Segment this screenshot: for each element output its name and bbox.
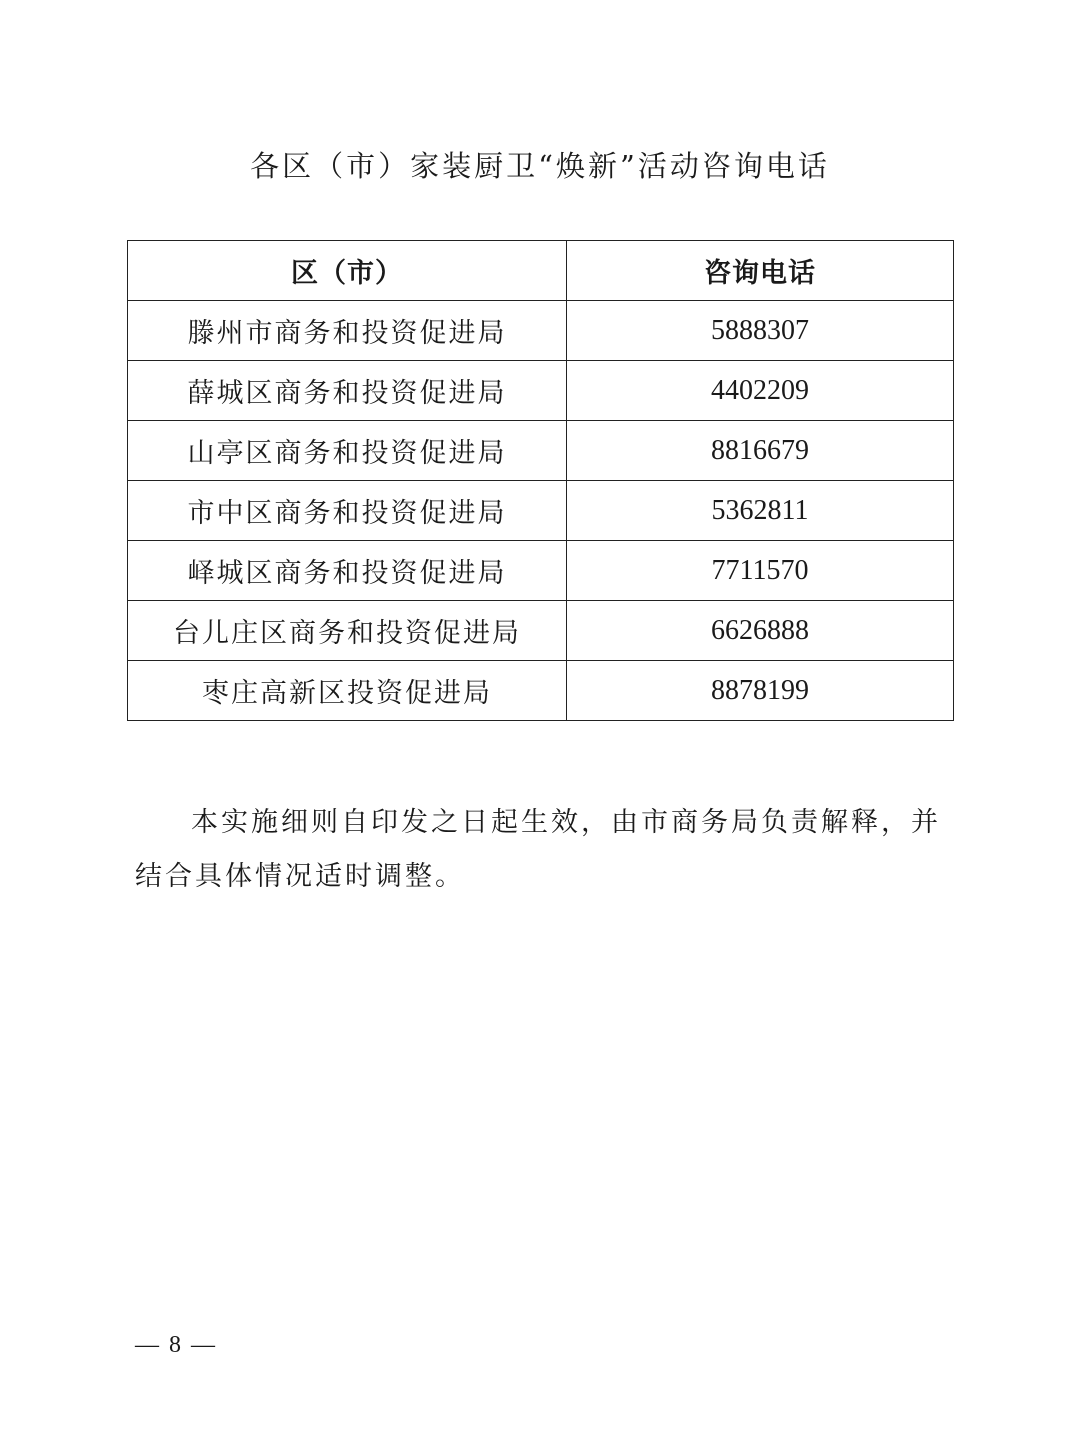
body-paragraph: 本实施细则自印发之日起生效，由市商务局负责解释，并结合具体情况适时调整。 <box>135 807 941 892</box>
table-row <box>128 601 954 661</box>
district-cell: 山亭区商务和投资促进局 <box>128 421 567 481</box>
page-title: 各区（市）家装厨卫“焕新”活动咨询电话 <box>250 149 830 183</box>
district-cell: 台儿庄区商务和投资促进局 <box>128 601 567 661</box>
table-row <box>128 361 954 421</box>
table-row <box>128 301 954 361</box>
table-row <box>128 541 954 601</box>
phone-cell: 5362811 <box>567 481 954 541</box>
table-row <box>128 661 954 721</box>
table-header-row <box>128 241 954 301</box>
phone-cell: 5888307 <box>567 301 954 361</box>
contact-phone-table <box>127 240 954 721</box>
phone-cell: 6626888 <box>567 601 954 661</box>
district-cell: 滕州市商务和投资促进局 <box>128 301 567 361</box>
phone-cell: 8816679 <box>567 421 954 481</box>
phone-cell: 7711570 <box>567 541 954 601</box>
phone-cell: 8878199 <box>567 661 954 721</box>
phone-cell: 4402209 <box>567 361 954 421</box>
district-cell: 枣庄高新区投资促进局 <box>128 661 567 721</box>
table-row <box>128 421 954 481</box>
district-cell: 薛城区商务和投资促进局 <box>128 361 567 421</box>
district-cell: 市中区商务和投资促进局 <box>128 481 567 541</box>
phone-column-header: 咨询电话 <box>567 241 954 301</box>
district-cell: 峄城区商务和投资促进局 <box>128 541 567 601</box>
page-number: — 8 — <box>135 1332 217 1358</box>
district-column-header: 区（市） <box>128 241 567 301</box>
table-row <box>128 481 954 541</box>
